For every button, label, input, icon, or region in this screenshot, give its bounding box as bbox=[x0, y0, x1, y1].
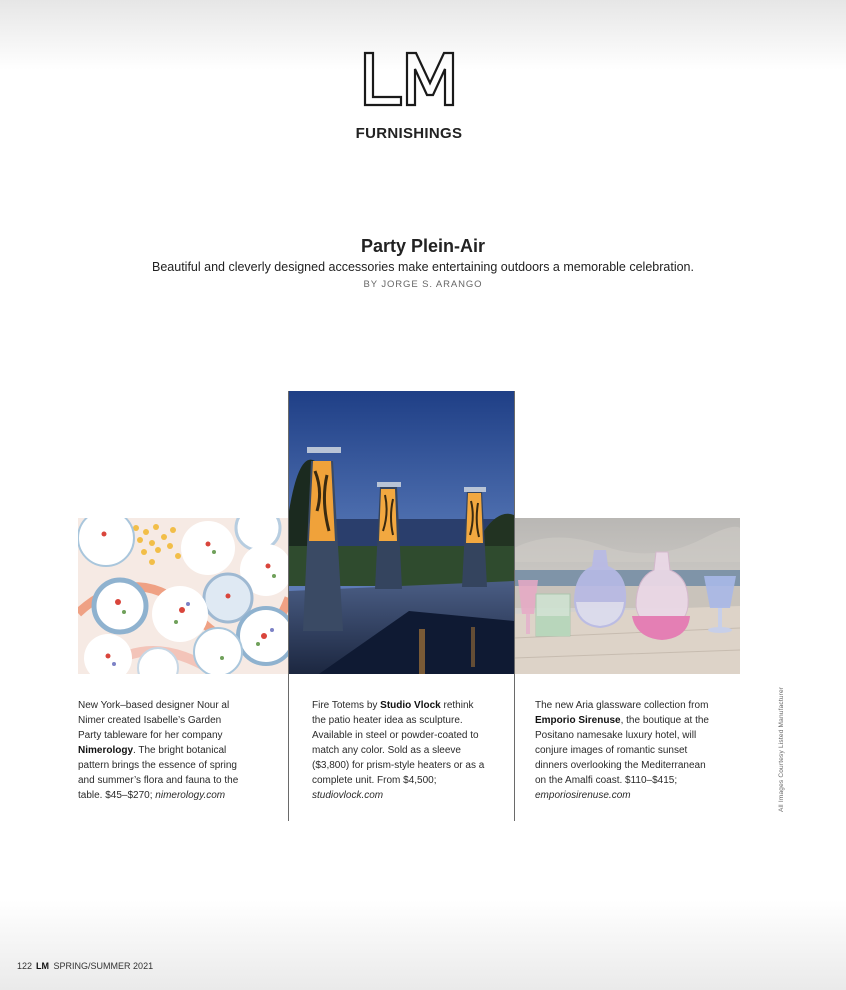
folio-brand: LM bbox=[36, 961, 50, 971]
section-title: FURNISHINGS bbox=[355, 125, 463, 142]
glassware-photo bbox=[514, 518, 740, 674]
article-deck: Beautiful and cleverly designed accessories make entertaining outdoors a memorable celebration. bbox=[152, 260, 694, 274]
brand-name: Studio Vlock bbox=[380, 700, 441, 711]
caption-glassware: The new Aria glassware collection from Emporio Sirenuse, the boutique at the Positano namesake luxury hotel, will conjure images of romantic sunset dinners overlooking the Mediterranean on the Amalfi coast. $110–$415; emporiosirenuse.com bbox=[535, 700, 709, 801]
caption-url: nimerology.com bbox=[155, 790, 226, 801]
page-folio bbox=[17, 961, 153, 971]
column-divider bbox=[514, 391, 515, 821]
fire-totems-photo bbox=[289, 391, 514, 674]
brand-name: Nimerology bbox=[78, 745, 134, 756]
folio-issue: SPRING/SUMMER 2021 bbox=[53, 961, 154, 971]
page-number: 122 bbox=[17, 961, 33, 971]
article-title: Party Plein-Air bbox=[360, 236, 486, 256]
tableware-photo bbox=[78, 518, 289, 674]
caption-url: studiovlock.com bbox=[312, 790, 384, 801]
column-divider bbox=[288, 391, 289, 821]
caption-fire-totems: Fire Totems by Studio Vlock rethink the patio heater idea as sculpture. Available in steel or powder-coated to match any color. Sold as a sleeve ($3,800) for prism-style heaters or as a complete unit. From $4,500; studiovlock.com bbox=[312, 700, 485, 801]
caption-tableware: New York–based designer Nour al Nimer created Isabelle’s Garden Party tableware for her company Nimerology. The bright botanical pattern brings the essence of spring and summer’s flora and fauna to the table. $45–$270; nimerology.com bbox=[78, 700, 239, 801]
article-byline: BY JORGE S. ARANGO bbox=[363, 279, 483, 290]
photo-credit: All Images Courtesy Listed Manufacturer bbox=[778, 686, 785, 812]
brand-name: Emporio Sirenuse bbox=[535, 715, 621, 726]
lm-logo bbox=[363, 51, 455, 107]
caption-url: emporiosirenuse.com bbox=[535, 790, 631, 801]
